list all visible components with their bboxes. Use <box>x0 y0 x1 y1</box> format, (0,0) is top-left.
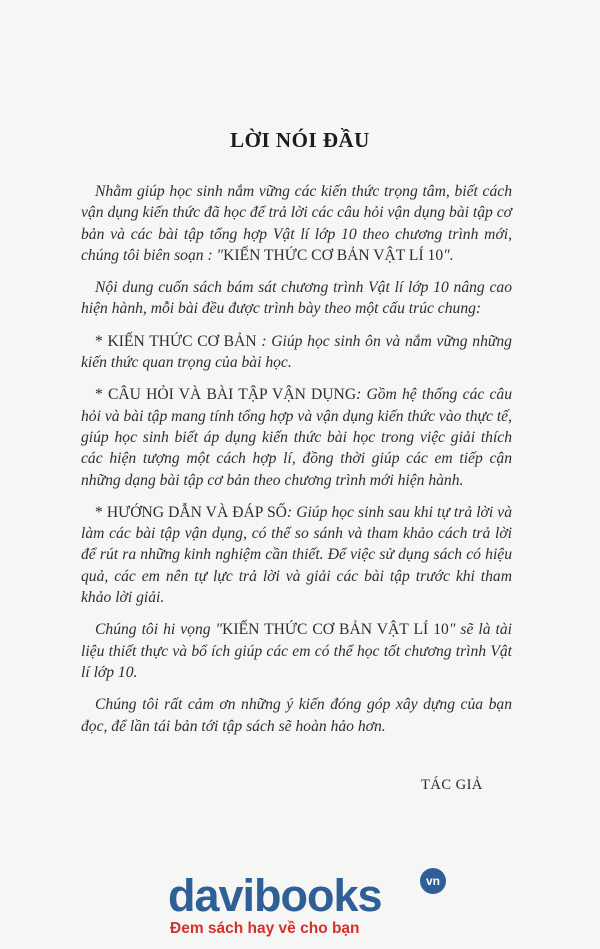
paragraph-hope-text: Chúng tôi hi vọng " <box>95 621 223 639</box>
brand-tagline: Đem sách hay về cho bạn <box>170 920 360 937</box>
section-text-exercises: : Gồm hệ thống các câu hỏi và bài tập mang tính tổng hợp và vận dụng kiến thức vào thực tế, giúp học sinh biết áp dụng kiến thức bài học trong việc giải thích các hiện tượng một cách hợp lí, đồng thời giúp các em tiếp cận những dạng bài tập cơ bản theo chương trình mới hiện hành. <box>81 386 513 489</box>
brand-badge: vn <box>420 868 446 894</box>
section-text-answers: : Giúp học sinh sau khi tự trả lời và làm các bài tập vận dụng, có thể so sánh và tham khảo cách trả lời để rút ra những kinh nghiệm cần thiết. Để việc sử dụng sách có hiệu quả, các em nên tự lực trả lời và giải các bài tập trước khi tham khảo lời giải. <box>81 503 512 607</box>
paragraph-intro-text: Nhằm giúp học sinh nắm vững các kiến thức trọng tâm, biết cách vận dụng kiến thức đã học để trả lời các câu hỏi vận dụng bài tập cơ bản và các bài tập tổng hợp Vật lí lớp 10 theo chương trình mới, chúng tôi biên soạn : " <box>81 183 512 264</box>
section-heading-answers: * HƯỚNG DẪN VÀ ĐÁP SỐ <box>95 503 287 521</box>
paragraph-hope <box>81 619 512 683</box>
section-heading-exercises: * CÂU HỎI VÀ BÀI TẬP VẬN DỤNG <box>95 386 357 404</box>
brand-wordmark <box>168 870 382 922</box>
page-title: LỜI NÓI ĐẦU <box>230 128 370 152</box>
brand-part-books: books <box>254 870 382 921</box>
book-title-mention: KIẾN THỨC CƠ BẢN VẬT LÍ 10 <box>222 621 449 639</box>
paragraph-thanks: Chúng tôi rất cảm ơn những ý kiến đóng góp xây dựng của bạn đọc, để lần tái bản tới tập sách sẽ hoàn hảo hơn. <box>81 696 512 735</box>
davibooks-watermark-logo <box>166 870 456 940</box>
paragraph-hope-end: " sẽ là tài liệu thiết thực và bổ ích giúp các em có thể học tốt chương trình Vật lí lớp 10. <box>81 621 512 681</box>
paragraph-answers <box>81 502 512 608</box>
paragraph-content: Nội dung cuốn sách bám sát chương trình Vật lí lớp 10 nâng cao hiện hành, mỗi bài đều được trình bày theo một cấu trúc chung: <box>81 279 512 318</box>
section-heading-basic-knowledge: * KIẾN THỨC CƠ BẢN <box>95 332 257 350</box>
paragraph-intro-end: ". <box>443 246 454 264</box>
paragraph-intro <box>81 181 512 266</box>
paragraph-basic-knowledge <box>81 331 512 374</box>
section-text-basic-knowledge: : Giúp học sinh ôn và nắm vững những kiến thức quan trọng của bài học. <box>81 332 512 372</box>
preface-body <box>81 181 512 748</box>
book-title-mention: KIẾN THỨC CƠ BẢN VẬT LÍ 10 <box>223 246 444 264</box>
brand-part-davi: davi <box>168 870 255 921</box>
paragraph-exercises <box>81 384 512 490</box>
author-signature: TÁC GIẢ <box>421 777 483 793</box>
